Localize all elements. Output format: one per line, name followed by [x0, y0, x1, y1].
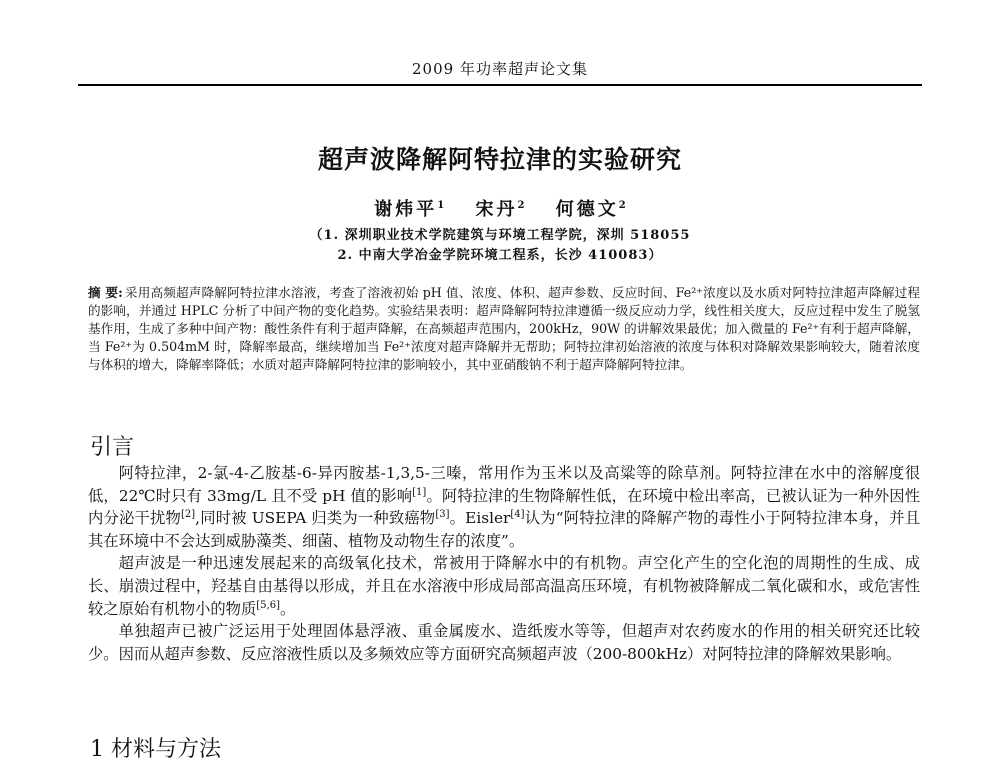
text-run: 。 [280, 599, 296, 618]
author-name: 何德文 [555, 199, 619, 220]
text-run: 。Eisler [449, 509, 511, 528]
text-run: 超声波是一种迅速发展起来的高级氧化技术，常被用于降解水中的有机物。声空化产生的空化泡的周期性的生成、成长、崩溃过程中，羟基自由基得以形成，并且在水溶液中形成局部高温高压环境，有机物被降解成二氧化碳和水，或危害性较之原始有机物小的物质 [88, 554, 920, 618]
abstract [88, 284, 920, 374]
section-heading-intro: 引言 [90, 435, 135, 460]
header-rule [78, 84, 922, 86]
author-affil-mark: 1 [437, 200, 445, 211]
paragraph: 单独超声已被广泛运用于处理固体悬浮液、重金属废水、造纸废水等等，但超声对农药废水的作用的相关研究还比较少。因而从超声参数、反应溶液性质以及多频效应等方面研究高频超声波（200-800kHz）对阿特拉津的降解效果影响。 [88, 622, 920, 663]
citation: [3] [435, 509, 450, 521]
author [556, 199, 626, 220]
abstract-text: 采用高频超声降解阿特拉津水溶液，考查了溶液初始 pH 值、浓度、体积、超声参数、反应时间、Fe²⁺浓度以及水质对阿特拉津超声降解过程的影响，并通过 HPLC 分析了中间产物的变化趋势。实验结果表明：超声降解阿特拉津遵循一级反应动力学，线性相关度大，反应过程中发生了脱氢基作用，生成了多种中间产物：酸性条件有利于超声降解，在高频超声范围内，200kHz，90W 的讲解效果最优；加入微量的 Fe²⁺有利于超声降解，当 Fe²⁺为 0.504mM 时，降解率最高，继续增加当 Fe²⁺浓度对超声降解并无帮助；阿特拉津初始溶液的浓度与体积对降解效果影响较大，随着浓度与体积的增大，降解率降低；水质对超声降解阿特拉津的影响较小，其中亚硝酸钠不利于超声降解阿特拉津。 [88, 285, 920, 372]
citation: [5,6] [256, 599, 280, 611]
author [374, 199, 444, 220]
text-run: ,同时被 USEPA 归类为一种致癌物 [195, 509, 436, 528]
affiliation-line: 2. 中南大学冶金学院环境工程系，长沙 410083） [337, 248, 663, 263]
paragraph [88, 552, 920, 620]
section-heading-methods: 1 材料与方法 [90, 737, 221, 762]
abstract-label: 摘 要: [88, 285, 123, 300]
citation: [4] [510, 509, 525, 521]
text-run: 。阿特拉津的生物降解性低，在环境中检出率高，已被认证为一种外因性内分泌干扰物 [88, 486, 921, 528]
intro-body [88, 462, 920, 665]
citation: [1] [412, 486, 427, 498]
author-name: 宋丹 [475, 199, 518, 220]
paragraph [88, 462, 920, 552]
paper-title: 超声波降解阿特拉津的实验研究 [317, 145, 682, 174]
text-run: 阿特拉津，2-氯-4-乙胺基-6-异丙胺基-1,3,5-三嗪，常用作为玉米以及高粱等的除草剂。阿特拉津在水中的溶解度很低，22℃时只有 33mg/L 且不受 pH 值的影响 [88, 464, 920, 505]
author [476, 199, 525, 220]
author-name: 谢炜平 [374, 199, 438, 220]
running-header: 2009 年功率超声论文集 [412, 60, 588, 78]
text-run: 认为“阿特拉津的降解产物的毒性小于阿特拉津本身，并且其在环境中不会达到威胁藻类、细菌、植物及动物生存的浓度”。 [88, 509, 920, 550]
affiliation-line: （1. 深圳职业技术学院建筑与环境工程学院，深圳 518055 [309, 228, 691, 243]
author-affil-mark: 2 [618, 200, 626, 211]
author-affil-mark: 2 [517, 200, 525, 211]
author-list [0, 195, 1000, 221]
citation: [2] [181, 509, 196, 521]
